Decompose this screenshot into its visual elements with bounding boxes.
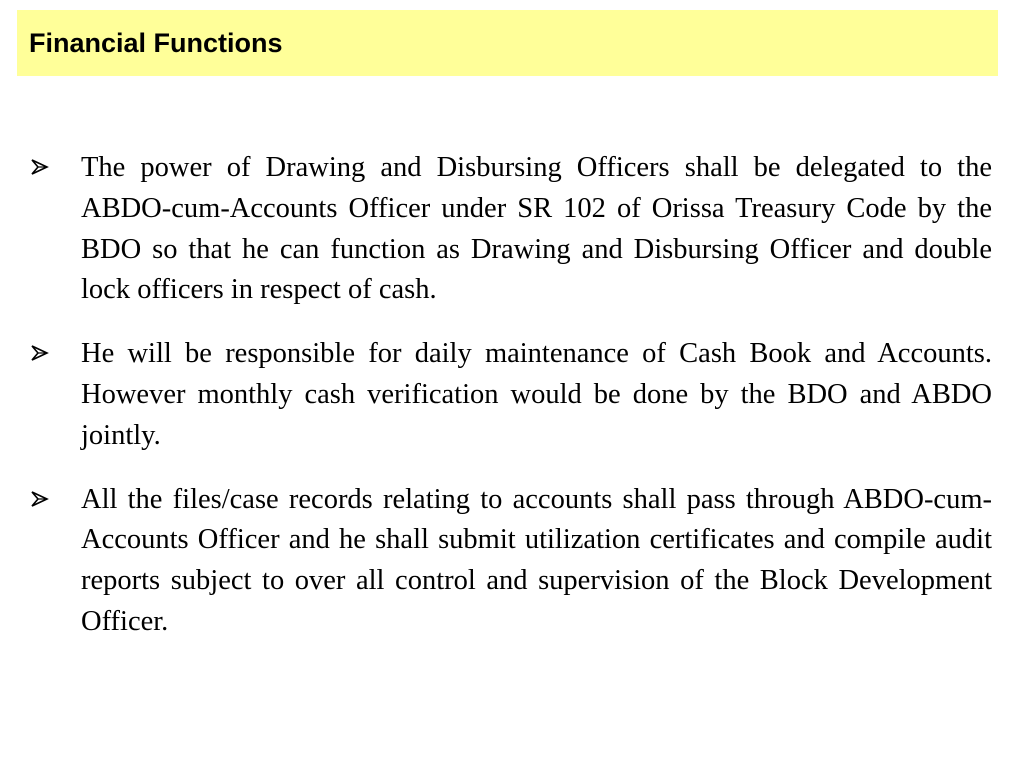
arrow-bullet-icon (30, 489, 50, 509)
bullet-list (30, 148, 992, 666)
bullet-text: All the files/case records relating to accounts shall pass through ABDO-cum-Accounts Officer and he shall submit utilization certificates and compile audit reports subject to over all control and supervision of the Block Development Officer. (81, 483, 992, 637)
list-item (30, 480, 992, 643)
arrow-bullet-icon (30, 343, 50, 363)
title-bar (17, 10, 998, 76)
list-item (30, 334, 992, 456)
arrow-bullet-icon (30, 157, 50, 177)
bullet-text: The power of Drawing and Disbursing Officers shall be delegated to the ABDO-cum-Accounts Officer under SR 102 of Orissa Treasury Code by the BDO so that he can function as Drawing and Disbursing Officer and double lock officers in respect of cash. (81, 152, 992, 306)
bullet-text: He will be responsible for daily maintenance of Cash Book and Accounts. However monthly cash verification would be done by the BDO and ABDO jointly. (81, 338, 992, 451)
list-item (30, 148, 992, 311)
page-title: Financial Functions (29, 28, 283, 58)
